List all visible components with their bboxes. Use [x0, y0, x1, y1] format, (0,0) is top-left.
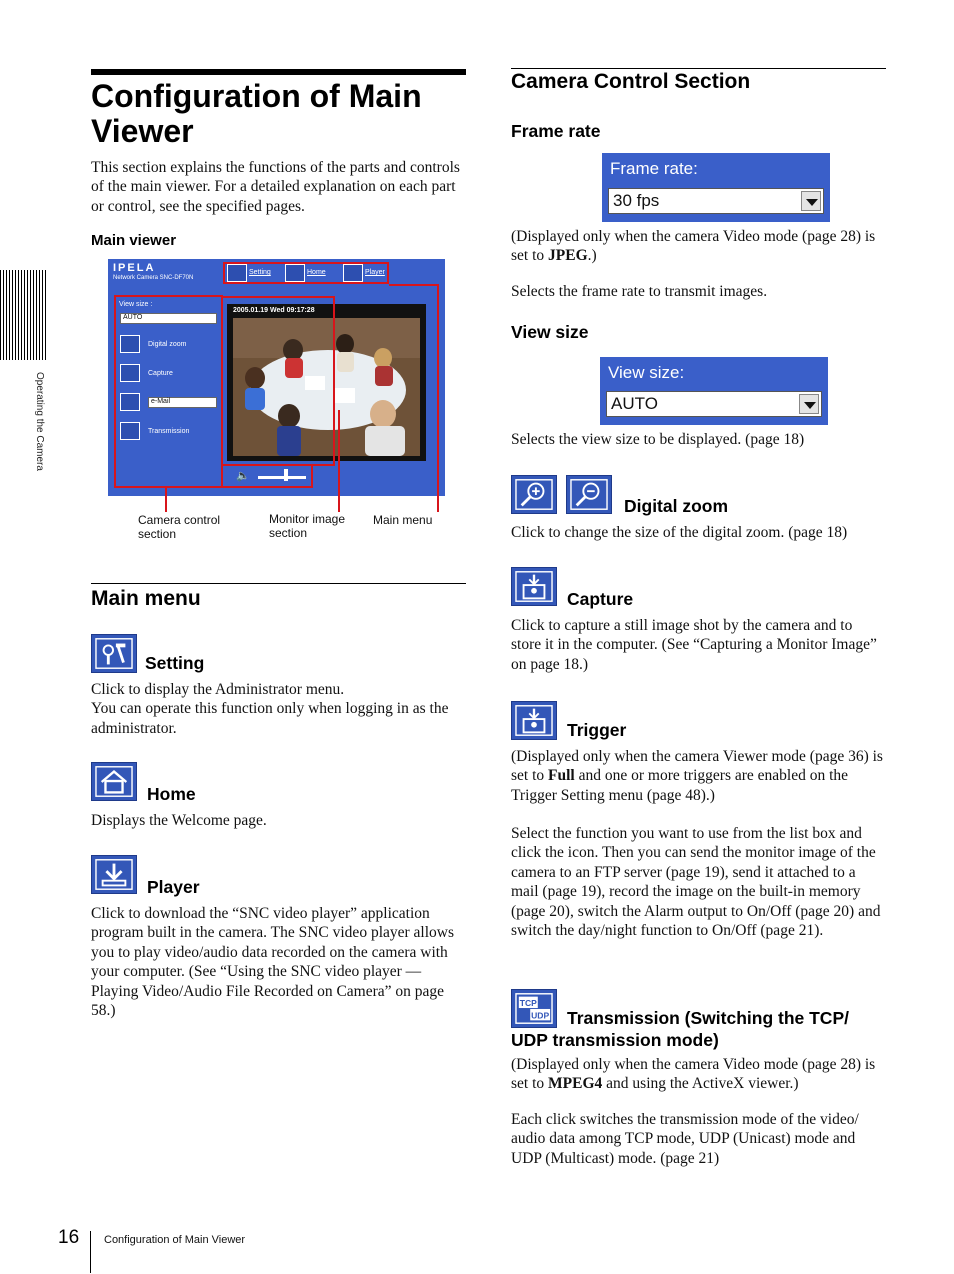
camera-control-rule	[511, 68, 886, 69]
transmission-text: Each click switches the transmission mode of the video/ audio data among TCP mode, UDP (Unicast) mode and UDP (Multicast) mode. (page 21)	[511, 1111, 859, 1167]
frame-rate-value: 30 fps	[613, 191, 660, 210]
setting-icon	[91, 634, 137, 673]
capture-icon	[511, 567, 557, 606]
camera-model: Network Camera SNC-DF70N	[113, 275, 194, 281]
mini-transmission-label: Transmission	[148, 428, 190, 435]
setting-title: Setting	[145, 653, 205, 673]
player-title: Player	[147, 877, 200, 897]
title-rule	[91, 69, 466, 75]
callout-box-camera-control	[114, 295, 223, 488]
transmission-title: Transmission (Switching the TCP/ UDP transmission mode)	[511, 1008, 849, 1050]
ipela-logo: IPELA	[113, 262, 156, 274]
view-size-value: AUTO	[611, 394, 658, 413]
trigger-icon	[511, 701, 557, 740]
transmission-note: (Displayed only when the camera Video mode (page 28) is set to MPEG4 and using the ActiveX viewer.)	[511, 1056, 876, 1093]
view-size-title: View size	[511, 322, 589, 342]
frame-rate-text: Selects the frame rate to transmit images.	[511, 283, 768, 300]
capture-title: Capture	[567, 589, 634, 609]
callout-main-menu: Main menu	[373, 513, 433, 527]
view-size-text: Selects the view size to be displayed. (page 18)	[511, 431, 805, 448]
trigger-title: Trigger	[567, 720, 627, 740]
player-icon	[91, 855, 137, 894]
callout-box-main-menu	[223, 262, 389, 284]
callout-monitor: Monitor image section	[269, 512, 346, 540]
player-text: Click to download the “SNC video player” application program built in the camera. The SNC video player allows you to play video/audio data recorded on the camera with your computer. (See “Using the SNC video player — Playing Video/Audio File Recorded on Camera” on page 58.)	[91, 905, 455, 1020]
intro-text: This section explains the functions of the parts and controls of the main viewer. For a detailed explanation on each part or control, see the specified pages.	[91, 159, 460, 215]
home-icon	[91, 762, 137, 801]
capture-text: Click to capture a still image shot by the camera and to store it in the computer. (See “Capturing a Monitor Image” on page 18.)	[511, 617, 877, 673]
frame-rate-title: Frame rate	[511, 121, 601, 141]
view-size-widget	[600, 357, 828, 425]
mini-view-size-value: AUTO	[123, 314, 143, 321]
frame-rate-widget	[602, 153, 830, 222]
svg-text:TCP: TCP	[519, 998, 537, 1009]
chevron-down-icon[interactable]	[799, 394, 819, 414]
nav-player-label[interactable]: Player	[365, 269, 385, 276]
callout-line-camera-control	[165, 488, 167, 512]
main-menu-rule	[91, 583, 466, 584]
chevron-down-icon[interactable]	[801, 191, 821, 211]
home-text: Displays the Welcome page.	[91, 812, 267, 829]
volume-icon[interactable]: 🔈	[236, 470, 250, 482]
svg-text:UDP: UDP	[531, 1010, 550, 1021]
home-title: Home	[147, 784, 196, 804]
callout-camera-control: Camera control section	[138, 513, 221, 541]
frame-rate-widget-label: Frame rate:	[610, 159, 698, 178]
side-tab-label: Operating the Camera	[34, 372, 45, 471]
footer-running-title: Configuration of Main Viewer	[104, 1234, 246, 1246]
camera-control-heading: Camera Control Section	[511, 70, 751, 93]
mini-trigger-value: e-Mail	[151, 398, 171, 405]
callout-box-monitor	[221, 296, 335, 466]
digital-zoom-title: Digital zoom	[624, 496, 729, 516]
digital-zoom-text: Click to change the size of the digital zoom. (page 18)	[511, 524, 848, 541]
side-tab-stripes	[0, 270, 47, 360]
trigger-text: Select the function you want to use from the list box and click the icon. Then you can send the monitor image of the camera to an FTP server (page 19), send it attached to a mail (page 19), record the image on the built-in memory (page 20), switch the Alarm output to On/Off (page 20) and switch the day/night function to On/Off (page 21).	[511, 825, 881, 940]
callout-line-main-menu-top	[389, 284, 439, 286]
trigger-note: (Displayed only when the camera Viewer mode (page 36) is set to Full and one or more triggers are enabled on the Trigger Setting menu (page 48).)	[511, 748, 883, 804]
callout-box-volume	[221, 464, 313, 488]
monitor-timestamp: 2005.01.19 Wed 09:17:28	[233, 307, 315, 314]
mini-zoom-label: Digital zoom	[148, 341, 187, 348]
nav-setting-label[interactable]: Setting	[249, 269, 271, 276]
view-size-widget-label: View size:	[608, 363, 685, 382]
mini-capture-label: Capture	[148, 370, 173, 377]
setting-text: Click to display the Administrator menu. You can operate this function only when logging in as the administrator.	[91, 681, 449, 737]
view-size-select[interactable]	[606, 391, 822, 417]
nav-home-label[interactable]: Home	[307, 269, 326, 276]
main-menu-heading: Main menu	[91, 587, 201, 610]
frame-rate-select[interactable]	[608, 188, 824, 214]
callout-line-main-menu	[437, 284, 439, 512]
zoom-out-icon	[566, 475, 612, 514]
frame-rate-note: (Displayed only when the camera Video mode (page 28) is set to JPEG.)	[511, 228, 876, 265]
footer-divider	[90, 1231, 91, 1273]
main-viewer-heading: Main viewer	[91, 232, 177, 249]
mini-view-size-label: View size :	[119, 301, 153, 308]
callout-line-monitor	[338, 410, 340, 512]
zoom-in-icon	[511, 475, 557, 514]
page-number: 16	[58, 1227, 80, 1248]
page-title: Configuration of Main Viewer	[91, 78, 422, 149]
